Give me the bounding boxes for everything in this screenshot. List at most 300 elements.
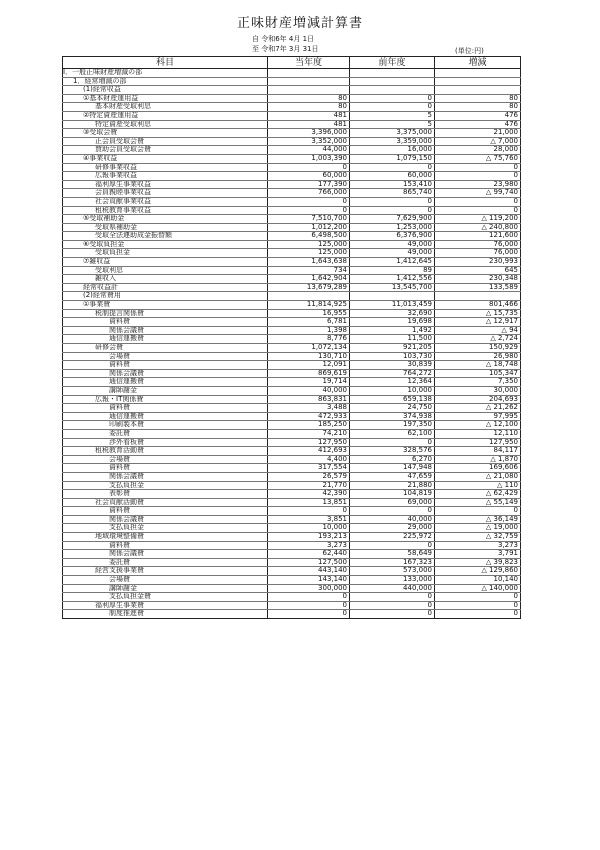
change-cell: △ 12,100	[435, 421, 521, 430]
account-cell: (2)経常費用	[63, 292, 268, 301]
change-cell: 0	[435, 172, 521, 181]
table-row	[63, 352, 521, 361]
previous-year-cell: 374,938	[350, 412, 435, 421]
previous-year-cell: 3,375,000	[350, 129, 435, 138]
table-row	[63, 335, 521, 344]
current-year-cell: 185,250	[268, 421, 350, 430]
change-cell: 0	[435, 610, 521, 619]
table-row	[63, 515, 521, 524]
account-cell: 印刷製本費	[63, 421, 268, 430]
previous-year-cell: 5	[350, 120, 435, 129]
change-cell: 7,350	[435, 378, 521, 387]
table-row	[63, 69, 521, 78]
table-row	[63, 266, 521, 275]
change-cell: 12,110	[435, 429, 521, 438]
current-year-cell: 443,140	[268, 567, 350, 576]
change-cell: 0	[435, 197, 521, 206]
account-cell: 講師謝金	[63, 386, 268, 395]
change-cell: △ 129,860	[435, 567, 521, 576]
account-cell: 資料費	[63, 507, 268, 516]
header-account: 科目	[63, 57, 268, 69]
table-row	[63, 610, 521, 619]
current-year-cell: 11,814,925	[268, 301, 350, 310]
table-row	[63, 593, 521, 602]
current-year-cell: 1,398	[268, 326, 350, 335]
change-cell: 23,980	[435, 180, 521, 189]
previous-year-cell: 32,690	[350, 309, 435, 318]
previous-year-cell: 0	[350, 103, 435, 112]
account-cell: ③受取会費	[63, 129, 268, 138]
change-cell	[435, 292, 521, 301]
header-change: 増減	[435, 57, 521, 69]
previous-year-cell: 24,750	[350, 404, 435, 413]
previous-year-cell: 0	[350, 601, 435, 610]
account-cell: Ⅰ．一般正味財産増減の部	[63, 69, 268, 78]
table-row	[63, 567, 521, 576]
table-row	[63, 275, 521, 284]
current-year-cell: 1,012,200	[268, 223, 350, 232]
previous-year-cell: 13,545,700	[350, 283, 435, 292]
income-statement-table	[62, 56, 521, 619]
previous-year-cell: 6,376,900	[350, 232, 435, 241]
header-previous-year: 前年度	[350, 57, 435, 69]
change-cell: 84,117	[435, 447, 521, 456]
current-year-cell: 8,776	[268, 335, 350, 344]
account-cell: 通信運搬費	[63, 335, 268, 344]
account-cell: 通信運搬費	[63, 378, 268, 387]
table-row	[63, 601, 521, 610]
current-year-cell: 1,643,638	[268, 258, 350, 267]
change-cell: △ 99,740	[435, 189, 521, 198]
account-cell: 租税教育活動費	[63, 447, 268, 456]
change-cell: △ 39,823	[435, 558, 521, 567]
account-cell: 支払負担金費	[63, 593, 268, 602]
previous-year-cell: 7,629,900	[350, 215, 435, 224]
previous-year-cell: 921,205	[350, 344, 435, 353]
change-cell: △ 110	[435, 481, 521, 490]
account-cell: 委託費	[63, 429, 268, 438]
table-row	[63, 283, 521, 292]
table-row	[63, 541, 521, 550]
current-year-cell: 10,000	[268, 524, 350, 533]
account-cell: 雑収入	[63, 275, 268, 284]
current-year-cell: 300,000	[268, 584, 350, 593]
current-year-cell: 481	[268, 120, 350, 129]
account-cell: 会場費	[63, 455, 268, 464]
current-year-cell: 481	[268, 111, 350, 120]
table-row	[63, 524, 521, 533]
change-cell: △ 21,080	[435, 472, 521, 481]
table-row	[63, 129, 521, 138]
account-cell: 基本財産受取利息	[63, 103, 268, 112]
table-row	[63, 86, 521, 95]
account-cell: 受取全法連助成金振替額	[63, 232, 268, 241]
current-year-cell: 13,851	[268, 498, 350, 507]
previous-year-cell: 1,412,556	[350, 275, 435, 284]
current-year-cell: 13,679,289	[268, 283, 350, 292]
account-cell: 渉外看板費	[63, 438, 268, 447]
current-year-cell: 3,851	[268, 515, 350, 524]
current-year-cell: 44,000	[268, 146, 350, 155]
account-cell: 制度推進費	[63, 610, 268, 619]
table-row	[63, 146, 521, 155]
account-cell: 社会貢献事業収益	[63, 197, 268, 206]
account-cell: 受取負担金	[63, 249, 268, 258]
table-row	[63, 498, 521, 507]
document-title: 正味財産増減計算書	[236, 16, 363, 31]
account-cell: 表彰費	[63, 490, 268, 499]
change-cell: 0	[435, 601, 521, 610]
table-row	[63, 206, 521, 215]
account-cell: 関係会議費	[63, 326, 268, 335]
current-year-cell: 80	[268, 103, 350, 112]
current-year-cell	[268, 86, 350, 95]
current-year-cell: 12,091	[268, 361, 350, 370]
current-year-cell: 0	[268, 601, 350, 610]
change-cell: 21,000	[435, 129, 521, 138]
account-cell: 受取県補助金	[63, 223, 268, 232]
previous-year-cell: 19,698	[350, 318, 435, 327]
change-cell: △ 18,748	[435, 361, 521, 370]
table-row	[63, 163, 521, 172]
account-cell: 経常収益計	[63, 283, 268, 292]
table-row	[63, 395, 521, 404]
table-row	[63, 576, 521, 585]
table-row	[63, 318, 521, 327]
previous-year-cell: 167,323	[350, 558, 435, 567]
account-cell: 会場費	[63, 576, 268, 585]
current-year-cell: 62,440	[268, 550, 350, 559]
table-row	[63, 189, 521, 198]
current-year-cell: 0	[268, 206, 350, 215]
previous-year-cell: 1,253,000	[350, 223, 435, 232]
table-row	[63, 447, 521, 456]
previous-year-cell: 12,364	[350, 378, 435, 387]
current-year-cell: 863,831	[268, 395, 350, 404]
current-year-cell: 80	[268, 94, 350, 103]
change-cell: △ 15,735	[435, 309, 521, 318]
account-cell: ⑥受取負担金	[63, 240, 268, 249]
table-row	[63, 232, 521, 241]
change-cell: 76,000	[435, 249, 521, 258]
previous-year-cell: 0	[350, 94, 435, 103]
current-year-cell: 472,933	[268, 412, 350, 421]
change-cell: 3,273	[435, 541, 521, 550]
previous-year-cell: 865,740	[350, 189, 435, 198]
current-year-cell: 19,714	[268, 378, 350, 387]
current-year-cell: 127,500	[268, 558, 350, 567]
current-year-cell: 734	[268, 266, 350, 275]
change-cell: 26,980	[435, 352, 521, 361]
current-year-cell	[268, 292, 350, 301]
account-cell: 関係会議費	[63, 515, 268, 524]
account-cell: ④事業収益	[63, 154, 268, 163]
table-row	[63, 215, 521, 224]
current-year-cell: 1,072,134	[268, 344, 350, 353]
table-row	[63, 258, 521, 267]
change-cell: △ 55,149	[435, 498, 521, 507]
table-row	[63, 77, 521, 86]
account-cell: 広報・IT関係費	[63, 395, 268, 404]
table-row	[63, 240, 521, 249]
change-cell: 150,929	[435, 344, 521, 353]
table-row	[63, 464, 521, 473]
current-year-cell: 1,642,904	[268, 275, 350, 284]
previous-year-cell: 89	[350, 266, 435, 275]
previous-year-cell: 47,659	[350, 472, 435, 481]
change-cell: 0	[435, 507, 521, 516]
change-cell: △ 36,149	[435, 515, 521, 524]
previous-year-cell: 153,410	[350, 180, 435, 189]
account-cell: 地域環境整備費	[63, 533, 268, 542]
account-cell: 研修事業収益	[63, 163, 268, 172]
previous-year-cell: 30,839	[350, 361, 435, 370]
current-year-cell: 42,390	[268, 490, 350, 499]
previous-year-cell: 10,000	[350, 386, 435, 395]
change-cell: △ 94	[435, 326, 521, 335]
previous-year-cell	[350, 292, 435, 301]
current-year-cell: 0	[268, 197, 350, 206]
table-row	[63, 378, 521, 387]
current-year-cell: 412,693	[268, 447, 350, 456]
current-year-cell: 143,140	[268, 576, 350, 585]
current-year-cell: 3,352,000	[268, 137, 350, 146]
current-year-cell: 0	[268, 507, 350, 516]
account-cell: 研修会費	[63, 344, 268, 353]
fiscal-period	[252, 34, 319, 54]
previous-year-cell: 49,000	[350, 240, 435, 249]
change-cell: 10,140	[435, 576, 521, 585]
account-cell: 税制提言関係費	[63, 309, 268, 318]
change-cell: 204,693	[435, 395, 521, 404]
current-year-cell: 60,000	[268, 172, 350, 181]
account-cell: 講師謝金	[63, 584, 268, 593]
table-row	[63, 472, 521, 481]
previous-year-cell: 0	[350, 541, 435, 550]
table-row	[63, 94, 521, 103]
table-row	[63, 550, 521, 559]
change-cell: △ 119,200	[435, 215, 521, 224]
account-cell: 広報事業収益	[63, 172, 268, 181]
account-cell: 関係会議費	[63, 472, 268, 481]
current-year-cell: 26,579	[268, 472, 350, 481]
account-cell: 資料費	[63, 541, 268, 550]
table-row	[63, 137, 521, 146]
table-row	[63, 361, 521, 370]
change-cell: 105,347	[435, 369, 521, 378]
previous-year-cell: 0	[350, 507, 435, 516]
previous-year-cell: 197,350	[350, 421, 435, 430]
current-year-cell: 16,955	[268, 309, 350, 318]
account-cell: 福利厚生事業費	[63, 601, 268, 610]
current-year-cell: 766,000	[268, 189, 350, 198]
table-row	[63, 223, 521, 232]
table-row	[63, 180, 521, 189]
change-cell: 30,000	[435, 386, 521, 395]
current-year-cell: 177,390	[268, 180, 350, 189]
account-cell: 社会貢献活動費	[63, 498, 268, 507]
table-row	[63, 326, 521, 335]
previous-year-cell: 1,079,150	[350, 154, 435, 163]
previous-year-cell: 0	[350, 197, 435, 206]
current-year-cell: 3,488	[268, 404, 350, 413]
previous-year-cell	[350, 69, 435, 78]
change-cell	[435, 77, 521, 86]
previous-year-cell: 40,000	[350, 515, 435, 524]
change-cell: 127,950	[435, 438, 521, 447]
table-row	[63, 103, 521, 112]
account-cell: 通信運搬費	[63, 412, 268, 421]
table-row	[63, 292, 521, 301]
previous-year-cell: 103,730	[350, 352, 435, 361]
previous-year-cell: 1,492	[350, 326, 435, 335]
table-row	[63, 533, 521, 542]
account-cell: 福利厚生事業収益	[63, 180, 268, 189]
previous-year-cell	[350, 86, 435, 95]
table-row	[63, 386, 521, 395]
previous-year-cell: 16,000	[350, 146, 435, 155]
table-row	[63, 412, 521, 421]
previous-year-cell: 5	[350, 111, 435, 120]
previous-year-cell: 60,000	[350, 172, 435, 181]
table-row	[63, 197, 521, 206]
previous-year-cell: 0	[350, 206, 435, 215]
account-cell: ①事業費	[63, 301, 268, 310]
table-row	[63, 369, 521, 378]
current-year-cell	[268, 69, 350, 78]
account-cell: 経営支援事業費	[63, 567, 268, 576]
table-row	[63, 455, 521, 464]
table-row	[63, 301, 521, 310]
previous-year-cell: 0	[350, 163, 435, 172]
change-cell: △ 62,429	[435, 490, 521, 499]
account-cell: 支払負担金	[63, 524, 268, 533]
current-year-cell: 40,000	[268, 386, 350, 395]
change-cell: △ 21,262	[435, 404, 521, 413]
table-row	[63, 404, 521, 413]
current-year-cell: 7,510,700	[268, 215, 350, 224]
change-cell: 80	[435, 94, 521, 103]
previous-year-cell: 58,649	[350, 550, 435, 559]
current-year-cell: 869,619	[268, 369, 350, 378]
change-cell: △ 75,760	[435, 154, 521, 163]
previous-year-cell: 328,576	[350, 447, 435, 456]
change-cell: △ 2,724	[435, 335, 521, 344]
change-cell: △ 140,000	[435, 584, 521, 593]
period-from: 自 令和6年 4月 1日	[252, 35, 315, 43]
previous-year-cell: 0	[350, 438, 435, 447]
account-cell: 資料費	[63, 404, 268, 413]
previous-year-cell: 1,412,645	[350, 258, 435, 267]
change-cell	[435, 86, 521, 95]
previous-year-cell: 0	[350, 593, 435, 602]
table-row	[63, 584, 521, 593]
account-cell: 会場費	[63, 352, 268, 361]
current-year-cell: 125,000	[268, 249, 350, 258]
table-row	[63, 421, 521, 430]
previous-year-cell: 104,819	[350, 490, 435, 499]
period-to: 至 令和7年 3月 31日	[252, 45, 319, 53]
table-row	[63, 490, 521, 499]
change-cell: 230,993	[435, 258, 521, 267]
current-year-cell: 3,273	[268, 541, 350, 550]
account-cell: 特定資産受取利息	[63, 120, 268, 129]
table-row	[63, 438, 521, 447]
previous-year-cell: 49,000	[350, 249, 435, 258]
table-row	[63, 172, 521, 181]
change-cell: 645	[435, 266, 521, 275]
change-cell: △ 19,000	[435, 524, 521, 533]
previous-year-cell: 225,972	[350, 533, 435, 542]
previous-year-cell: 11,013,459	[350, 301, 435, 310]
account-cell: 受取利息	[63, 266, 268, 275]
header-current-year: 当年度	[268, 57, 350, 69]
change-cell: 0	[435, 206, 521, 215]
table-row	[63, 309, 521, 318]
account-cell: ②特定資産運用益	[63, 111, 268, 120]
previous-year-cell: 0	[350, 610, 435, 619]
previous-year-cell: 62,100	[350, 429, 435, 438]
change-cell: 0	[435, 163, 521, 172]
change-cell: △ 7,000	[435, 137, 521, 146]
previous-year-cell	[350, 77, 435, 86]
change-cell: 133,589	[435, 283, 521, 292]
table-row	[63, 558, 521, 567]
table-body	[63, 69, 521, 619]
previous-year-cell: 11,500	[350, 335, 435, 344]
account-cell: 1．経常増減の部	[63, 77, 268, 86]
previous-year-cell: 764,272	[350, 369, 435, 378]
current-year-cell: 125,000	[268, 240, 350, 249]
table-row	[63, 154, 521, 163]
current-year-cell: 74,210	[268, 429, 350, 438]
change-cell: △ 12,917	[435, 318, 521, 327]
change-cell: 3,791	[435, 550, 521, 559]
change-cell: 476	[435, 111, 521, 120]
previous-year-cell: 440,000	[350, 584, 435, 593]
account-cell: ⑤受取補助金	[63, 215, 268, 224]
account-cell: 関係会議費	[63, 550, 268, 559]
current-year-cell: 193,213	[268, 533, 350, 542]
previous-year-cell: 29,000	[350, 524, 435, 533]
account-cell: 資料費	[63, 318, 268, 327]
current-year-cell	[268, 77, 350, 86]
previous-year-cell: 147,948	[350, 464, 435, 473]
table-row	[63, 481, 521, 490]
change-cell: 230,348	[435, 275, 521, 284]
previous-year-cell: 573,000	[350, 567, 435, 576]
previous-year-cell: 21,880	[350, 481, 435, 490]
change-cell: 169,606	[435, 464, 521, 473]
current-year-cell: 1,003,390	[268, 154, 350, 163]
table-row	[63, 249, 521, 258]
change-cell: 97,995	[435, 412, 521, 421]
current-year-cell: 4,400	[268, 455, 350, 464]
table-row	[63, 344, 521, 353]
change-cell: 121,600	[435, 232, 521, 241]
current-year-cell: 6,498,500	[268, 232, 350, 241]
table-header-row	[63, 57, 521, 69]
current-year-cell: 3,396,000	[268, 129, 350, 138]
previous-year-cell: 659,138	[350, 395, 435, 404]
previous-year-cell: 133,000	[350, 576, 435, 585]
change-cell: 476	[435, 120, 521, 129]
current-year-cell: 21,770	[268, 481, 350, 490]
account-cell: 支払負担金	[63, 481, 268, 490]
change-cell: 76,000	[435, 240, 521, 249]
previous-year-cell: 69,000	[350, 498, 435, 507]
change-cell: 0	[435, 593, 521, 602]
